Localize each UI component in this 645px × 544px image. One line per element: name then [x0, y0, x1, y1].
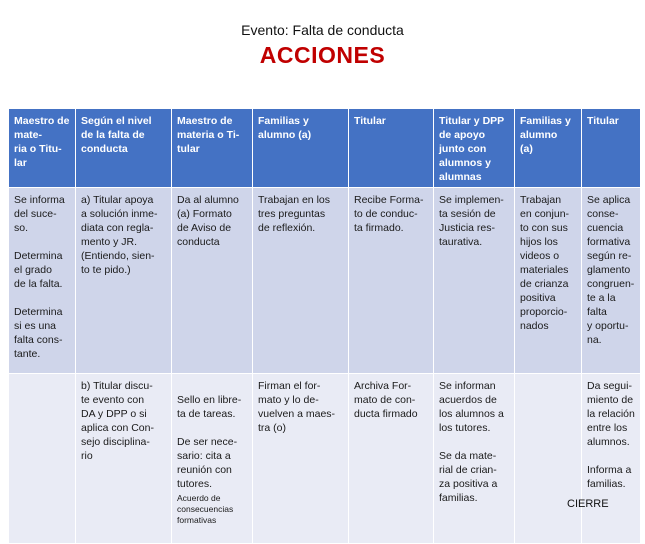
- column-header: Maestro de mate- ria o Titu- lar: [9, 109, 76, 188]
- table-cell: Se informan acuerdos de los alumnos a los tutores. Se da mate- rial de crian- za positiva a familias.: [434, 374, 515, 544]
- table-cell: a) Titular apoya a solución inme- diata con regla- mento y JR. (Entiendo, sien- to te pido.): [76, 188, 172, 374]
- table-cell: [172, 374, 253, 544]
- table-cell: [9, 374, 76, 544]
- column-header: Según el nivel de la falta de conducta: [76, 109, 172, 188]
- table-cell: Se aplica conse- cuencia formativa según re- glamento congruen- te a la falta y oportu- na.: [582, 188, 641, 374]
- column-header: Titular: [349, 109, 434, 188]
- table-header-row: [9, 109, 641, 188]
- table-cell: Trabajan en los tres preguntas de reflexión.: [253, 188, 349, 374]
- column-header: Maestro de materia o Ti- tular: [172, 109, 253, 188]
- table-cell: Se implemen- ta sesión de Justicia res- taurativa.: [434, 188, 515, 374]
- column-header: Familias y alumno (a): [515, 109, 582, 188]
- table-cell: b) Titular discu- te evento con DA y DPP o si aplica con Con- sejo disciplina- rio: [76, 374, 172, 544]
- page-title: ACCIONES: [259, 42, 386, 68]
- table-cell: Da segui- miento de la relación entre los alumnos. Informa a familias.: [582, 374, 641, 544]
- table-cell: [515, 374, 582, 544]
- table-row: [9, 188, 641, 374]
- table-cell: Se informa del suce- so. Determina el grado de la falta. Determina si es una falta cons- tante.: [9, 188, 76, 374]
- actions-table: [8, 108, 641, 544]
- column-header: Titular y DPP de apoyo junto con alumnos y alumnas: [434, 109, 515, 188]
- table-cell: Trabajan en conjun- to con sus hijos los videos o materiales de crianza positiva proporcio- nados: [515, 188, 582, 374]
- table-row: [9, 374, 641, 544]
- column-header: Familias y alumno (a): [253, 109, 349, 188]
- table-cell: Da al alumno (a) Formato de Aviso de conducta: [172, 188, 253, 374]
- table-cell: Recibe Forma- to de conduc- ta firmado.: [349, 188, 434, 374]
- cell-text: Sello en libre- ta de tareas. De ser nece- sario: cita a reunión con tutores.: [177, 394, 242, 490]
- table-cell: Firman el for- mato y lo de- vuelven a maes- tra (o): [253, 374, 349, 544]
- table-cell: Archiva For- mato de con- ducta firmado: [349, 374, 434, 544]
- cell-note: Acuerdo de consecuencias formativas: [177, 493, 234, 525]
- column-header: Titular: [582, 109, 641, 188]
- cierre-label: CIERRE: [567, 498, 609, 510]
- event-subtitle: Evento: Falta de conducta: [241, 22, 404, 38]
